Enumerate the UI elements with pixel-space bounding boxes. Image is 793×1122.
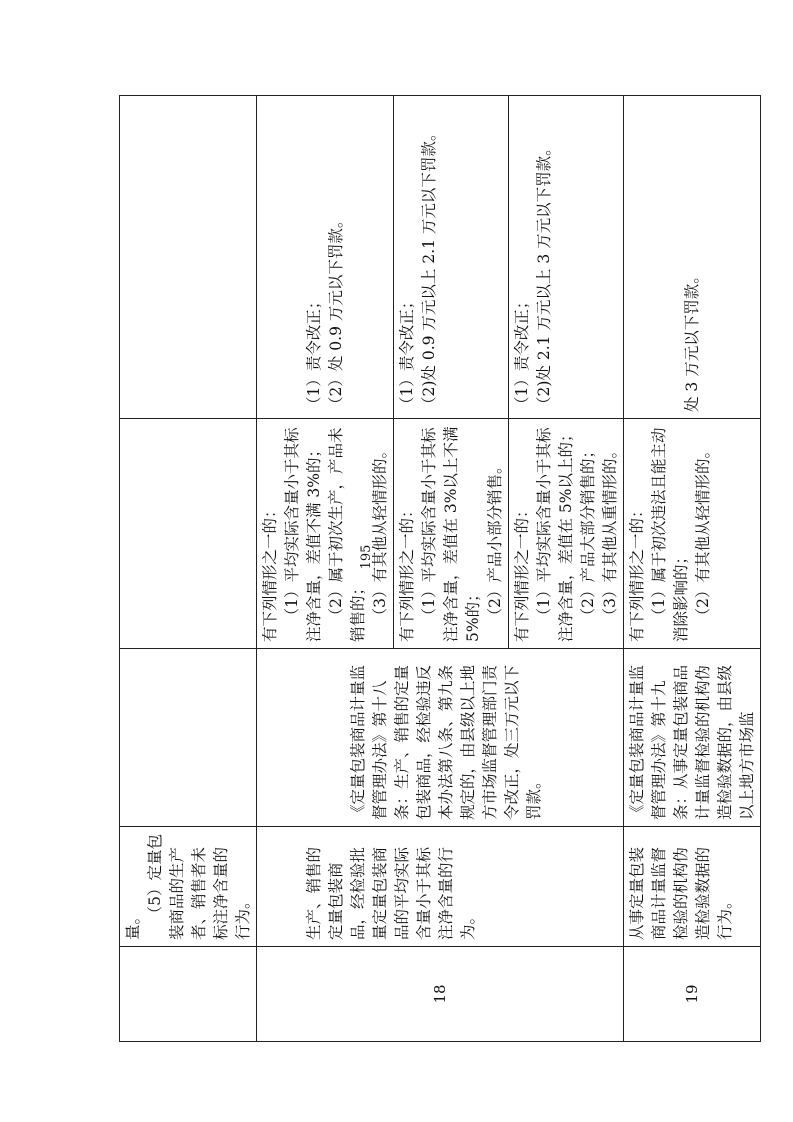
circumstance-line: 有下列情形之一的：	[398, 502, 416, 642]
behavior-cell	[624, 827, 761, 947]
circumstance-line: （2）属于初次生产，产品未销售的；	[327, 427, 367, 642]
penalty-line: 处 3 万元以下罚款。	[683, 268, 701, 412]
circumstance-line: 有下列情形之一的：	[628, 502, 646, 642]
circumstance-line: （2）产品大部分销售的；	[579, 443, 597, 624]
circumstance-line: （2）有其他从轻情形的。	[694, 443, 712, 624]
penalty-cell	[257, 96, 394, 419]
rotated-table-wrapper	[119, 96, 756, 1042]
basis-text: 《定量包装商品计量监督管理办法》第十九条：从事定量包装商品计量监督检验的机构伪造检验数据的，由县级以上地方市场监	[628, 664, 756, 820]
basis-cell	[257, 649, 624, 827]
circumstance-line: 有下列情形之一的：	[261, 502, 279, 642]
page-number: 195	[359, 544, 374, 570]
penalty-line: （1）责令改正；	[305, 293, 323, 412]
circumstance-line: （1）属于初次违法且能主动消除影响的；	[650, 427, 690, 642]
row-number: 19	[624, 947, 761, 1042]
behavior-cell	[257, 827, 624, 947]
circumstance-cell	[509, 419, 624, 649]
penalty-cell	[120, 96, 257, 419]
penalty-line: （2）处 0.9 万元以下罚款。	[327, 212, 345, 412]
behavior-text: 量。	[124, 908, 142, 940]
circumstance-cell	[257, 419, 394, 649]
table-row	[120, 96, 257, 1042]
behavior-text: 从事定量包装商品计量监督检验的机构伪造检验数据的行为。	[628, 846, 734, 940]
penalty-line: （2)处 2.1 万元以上 3 万元以下罚款。	[535, 140, 553, 412]
behavior-cell	[120, 827, 257, 947]
penalty-table	[119, 95, 761, 1042]
penalty-line: （1）责令改正；	[513, 293, 531, 412]
basis-text: 《定量包装商品计量监督管理办法》第十八条：生产、销售的定量包装商品，经检验违反本办法第八条、第九条规定的，由县级以上地方市场监督管理部门责令改正，处三万元以下罚款。	[349, 664, 543, 820]
circumstance-cell	[120, 419, 257, 649]
penalty-cell	[624, 96, 761, 419]
penalty-cell	[394, 96, 509, 419]
circumstance-cell	[624, 419, 761, 649]
circumstance-line: 有下列情形之一的：	[513, 502, 531, 642]
penalty-cell	[509, 96, 624, 419]
row-number: 18	[257, 947, 624, 1042]
basis-cell	[624, 649, 761, 827]
circumstance-cell	[394, 419, 509, 649]
table-row	[624, 96, 761, 1042]
circumstance-line: （1）平均实际含量小于其标注净含量，差值在 5%以上的；	[535, 426, 575, 642]
circumstance-line: （2）产品小部分销售。	[486, 458, 504, 624]
row-number	[120, 947, 257, 1042]
circumstance-line: （1）平均实际含量小于其标注净含量，差值不满 3%的；	[283, 427, 323, 642]
basis-cell	[120, 649, 257, 827]
behavior-text: 生产、销售的定量包装商品，经检验批量定量包装商品的平均实际含量小于其标注净含量的行为。	[305, 846, 477, 940]
circumstance-line: （3）有其他从重情形的。	[601, 443, 619, 624]
behavior-text: （5）定量包装商品的生产者、销售者未标注净含量的行为。	[146, 834, 252, 940]
penalty-line: （2)处 0.9 万元以上 2.1 万元以下罚款。	[420, 125, 438, 412]
penalty-line: （1）责令改正；	[398, 293, 416, 412]
circumstance-line: （3）有其他从轻情形的。	[371, 443, 389, 624]
circumstance-line: （1）平均实际含量小于其标注净含量，差值在 3%以上不满 5%的；	[420, 426, 482, 642]
